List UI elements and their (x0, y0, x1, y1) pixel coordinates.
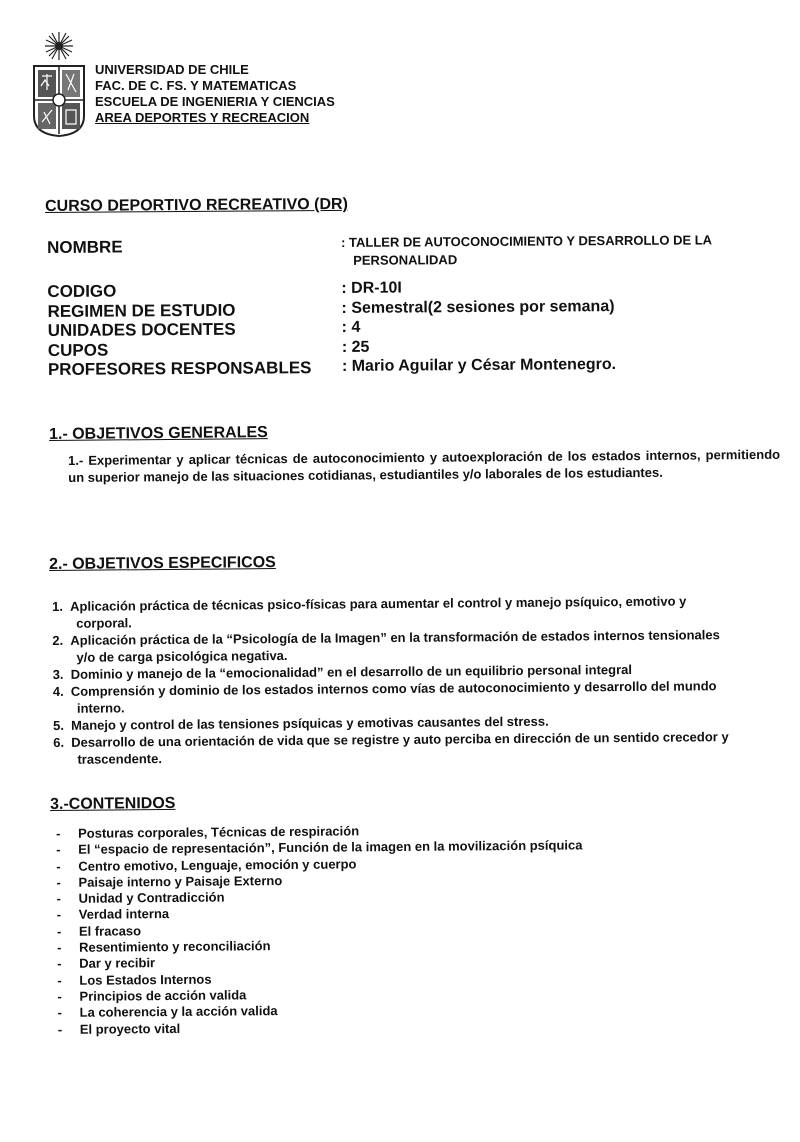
item-text: Principios de acción valida (79, 987, 247, 1004)
bullet-dash: - (56, 858, 61, 874)
bullet-dash: - (57, 1021, 63, 1037)
item-line: Aplicación práctica de técnicas psico-físicas para aumentar el control y manejo psíquico, emotivo y (70, 593, 687, 614)
bullet-dash: - (57, 956, 62, 972)
bullet-dash: - (56, 825, 61, 841)
item-number: 4. (52, 683, 64, 699)
item-text: Los Estados Internos (79, 971, 212, 988)
bullet-dash: - (56, 907, 62, 923)
item-line-wrap: trascendente. (77, 751, 163, 767)
bullet-dash: - (56, 891, 62, 907)
item-line: Aplicación práctica de la “Psicología de la Imagen” en la transformación de estados internos tensionales (70, 627, 720, 648)
item-number: 2. (52, 632, 64, 648)
university-name: UNIVERSIDAD DE CHILE (95, 62, 249, 77)
item-text: El fracaso (78, 923, 142, 939)
item-text: Paisaje interno y Paisaje Externo (78, 872, 283, 890)
item-line-wrap: interno. (76, 700, 125, 716)
contents-heading: 3.-CONTENIDOS (50, 794, 176, 813)
item-line: Dominio y manejo de la “emocionalidad” en el desarrollo de un equilibrio personal integral (70, 661, 632, 682)
info-value: : 25 (341, 338, 370, 356)
info-value-line: : TALLER DE AUTOCONOCIMIENTO Y DESARROLLO DE LA (340, 232, 713, 250)
item-line: Desarrollo de una orientación de vida que se registre y auto perciba en dirección de un sentido crecedor y (71, 729, 729, 750)
bullet-dash: - (57, 1005, 63, 1021)
info-value: : Mario Aguilar y César Montenegro. (341, 356, 617, 375)
bullet-dash: - (56, 923, 62, 939)
item-text: Verdad interna (78, 906, 170, 923)
info-label: NOMBRE (47, 237, 123, 257)
info-label: UNIDADES DOCENTES (47, 319, 236, 340)
institution-header (95, 62, 335, 126)
info-row-nombre (47, 231, 767, 282)
contents-list (56, 821, 658, 1038)
general-objectives-heading: 1.- OBJETIVOS GENERALES (49, 424, 268, 443)
info-label: REGIMEN DE ESTUDIO (47, 300, 236, 321)
item-line: Manejo y control de las tensiones psíquicas y emotivas causantes del stress. (71, 713, 549, 733)
item-number: 1. (52, 598, 63, 614)
specific-objectives-list (52, 592, 775, 768)
faculty-name: FAC. DE C. FS. Y MATEMATICAS (95, 78, 297, 93)
info-label: PROFESORES RESPONSABLES (47, 358, 312, 379)
info-label: CODIGO (47, 281, 117, 301)
info-value: : Semestral(2 sesiones por semana) (341, 298, 615, 317)
item-number: 6. (53, 734, 65, 750)
area-name: AREA DEPORTES Y RECREACION (95, 110, 310, 125)
bullet-dash: - (57, 972, 62, 988)
general-objective-text: 1.- Experimentar y aplicar técnicas de autoconocimiento y autoexploración de los estados internos, permitiendo un superior manejo de las situaciones cotidianas, estudiantiles y/o laborales de los estudiantes. (68, 446, 781, 485)
item-text (71, 729, 775, 768)
item-text: Posturas corporales, Técnicas de respiración (77, 823, 360, 841)
university-crest-icon (30, 30, 88, 140)
info-value-continuation: PERSONALIDAD (353, 252, 458, 268)
item-line-wrap: y/o de carga psicológica negativa. (76, 647, 288, 665)
info-value (341, 231, 761, 280)
item-text: Unidad y Contradicción (78, 889, 225, 906)
info-row-profesores (48, 355, 768, 380)
info-value: : DR-10I (341, 279, 402, 297)
bullet-dash: - (57, 988, 62, 1004)
bullet-dash: - (56, 842, 61, 858)
item-text: Resentimiento y reconciliación (78, 938, 271, 955)
course-title: CURSO DEPORTIVO RECREATIVO (DR) (45, 195, 348, 215)
bullet-dash: - (56, 940, 62, 956)
item-number: 3. (52, 666, 64, 682)
item-number: 5. (53, 717, 65, 733)
item-line: Comprensión y dominio de los estados internos como vías de autoconocimiento y desarrollo del mundo (70, 678, 717, 699)
specific-objectives-heading: 2.- OBJETIVOS ESPECIFICOS (49, 554, 276, 573)
school-name: ESCUELA DE INGENIERIA Y CIENCIAS (95, 94, 335, 109)
item-text: El proyecto vital (79, 1020, 181, 1037)
item-text: Centro emotivo, Lenguaje, emoción y cuerpo (78, 855, 357, 874)
info-label: CUPOS (47, 340, 109, 360)
item-text: La coherencia y la acción valida (79, 1003, 278, 1021)
item-text: Dar y recibir (79, 955, 156, 972)
item-text: El “espacio de representación”, Función de la imagen en la movilización psíquica (78, 837, 583, 858)
list-item (53, 728, 775, 768)
item-line-wrap: corporal. (76, 615, 132, 631)
course-info-table (47, 231, 768, 380)
info-value: : 4 (341, 318, 361, 336)
bullet-dash: - (56, 874, 61, 890)
